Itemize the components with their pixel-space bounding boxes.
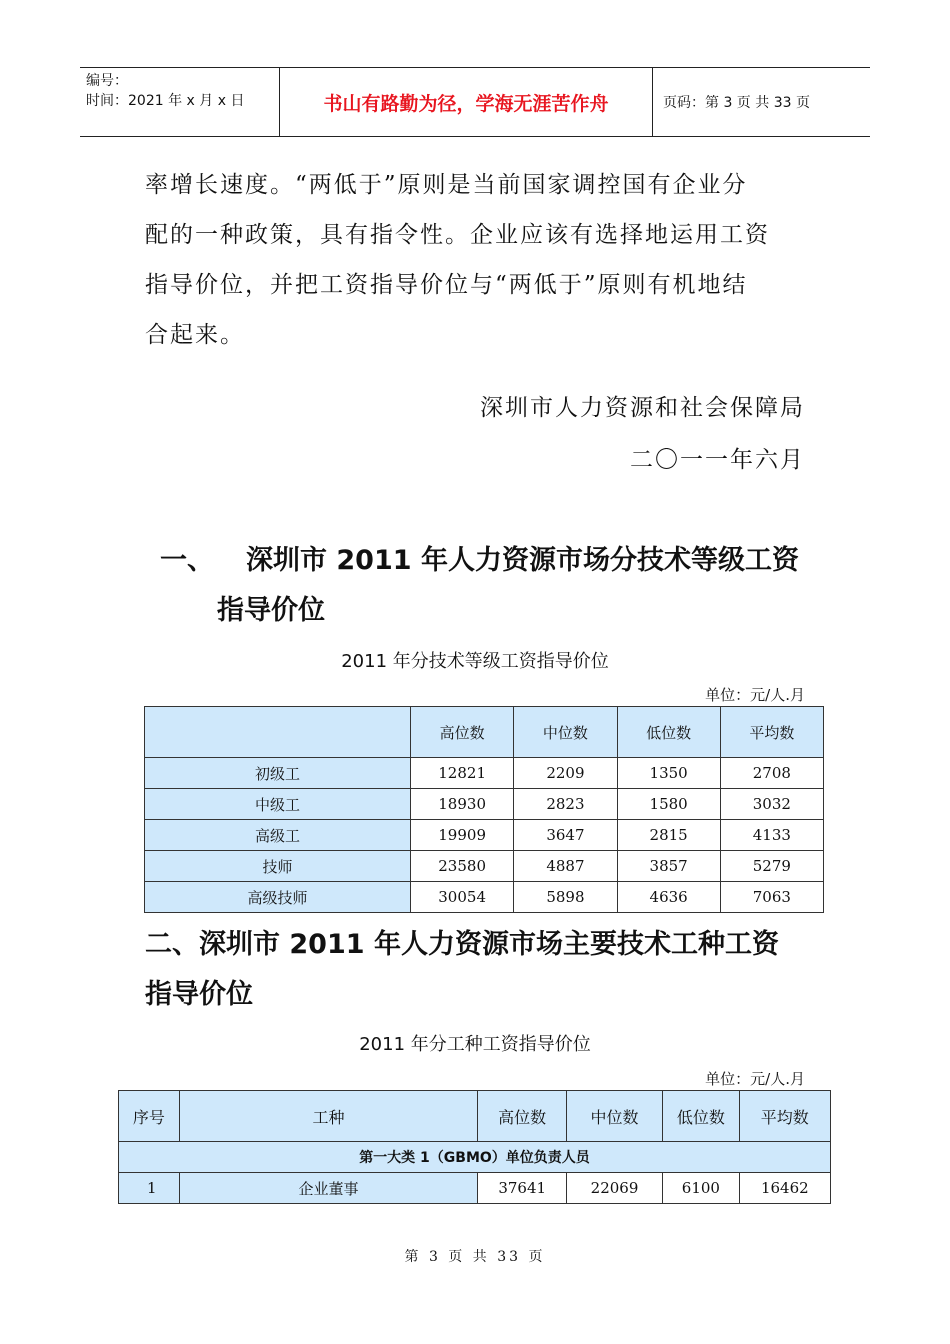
- paragraph-line: 指导价位，并把工资指导价位与“两低于”原则有机地结: [145, 272, 748, 298]
- row-index: 1: [119, 1173, 180, 1204]
- cell-value: 30054: [410, 882, 513, 913]
- cell-value: 23580: [410, 851, 513, 882]
- page-header: [80, 67, 870, 137]
- table1-caption: 2011 年分技术等级工资指导价位: [341, 651, 609, 672]
- section1-number: 一、: [160, 545, 214, 576]
- header-meta: [80, 68, 280, 136]
- paragraph-line: 率增长速度。“两低于”原则是当前国家调控国有企业分: [145, 172, 748, 198]
- paragraph-line: 配的一种政策，具有指令性。企业应该有选择地运用工资: [145, 222, 770, 248]
- row-label: 中级工: [145, 789, 411, 820]
- table-header-cell: 平均数: [720, 707, 823, 758]
- table-header-cell: 高位数: [478, 1091, 566, 1142]
- section2-title-line1: 二、深圳市 2011 年人力资源市场主要技术工种工资: [145, 929, 779, 960]
- category-label: 第一大类 1（GBMO）单位负责人员: [119, 1142, 831, 1173]
- cell-value: 4636: [617, 882, 720, 913]
- table1-unit: 单位：元/人.月: [705, 686, 805, 704]
- section1-title-line1: 深圳市 2011 年人力资源市场分技术等级工资: [246, 545, 799, 576]
- row-label: 技师: [145, 851, 411, 882]
- cell-value: 4133: [720, 820, 823, 851]
- cell-value: 19909: [410, 820, 513, 851]
- cell-value: 2708: [720, 758, 823, 789]
- cell-value: 3857: [617, 851, 720, 882]
- table-header-cell: 序号: [119, 1091, 180, 1142]
- header-time: 时间：2021 年 x 月 x 日: [86, 93, 245, 109]
- table-header-cell: 工种: [179, 1091, 478, 1142]
- table-header-cell: 低位数: [663, 1091, 739, 1142]
- header-page-info: 页码：第 3 页 共 33 页: [663, 95, 810, 111]
- table-header-cell: 高位数: [410, 707, 513, 758]
- row-label: 企业董事: [179, 1173, 478, 1204]
- cell-value: 6100: [663, 1173, 739, 1204]
- signature-org: 深圳市人力资源和社会保障局: [480, 395, 805, 421]
- table2-caption: 2011 年分工种工资指导价位: [359, 1034, 591, 1055]
- cell-value: 2209: [514, 758, 617, 789]
- paragraph-line: 合起来。: [145, 322, 245, 348]
- cell-value: 1580: [617, 789, 720, 820]
- table-header-row: [145, 707, 824, 758]
- cell-value: 16462: [739, 1173, 830, 1204]
- cell-value: 2815: [617, 820, 720, 851]
- cell-value: 22069: [566, 1173, 662, 1204]
- table-header-cell: 中位数: [566, 1091, 662, 1142]
- cell-value: 3032: [720, 789, 823, 820]
- table-row: [145, 882, 824, 913]
- grade-wage-table: [144, 706, 824, 913]
- table-row: [145, 820, 824, 851]
- header-number: 编号：: [86, 73, 128, 89]
- row-label: 高级工: [145, 820, 411, 851]
- table2-unit: 单位：元/人.月: [705, 1070, 805, 1088]
- table-header-cell: 中位数: [514, 707, 617, 758]
- cell-value: 2823: [514, 789, 617, 820]
- cell-value: 1350: [617, 758, 720, 789]
- cell-value: 18930: [410, 789, 513, 820]
- table-row: [145, 789, 824, 820]
- table-header-cell: [145, 707, 411, 758]
- table-header-cell: 平均数: [739, 1091, 830, 1142]
- category-row: [119, 1142, 831, 1173]
- body-paragraph: [145, 160, 805, 360]
- header-motto: 书山有路勤为径，学海无涯苦作舟: [280, 68, 653, 136]
- signature-date: 二〇一一年六月: [630, 447, 805, 473]
- cell-value: 4887: [514, 851, 617, 882]
- cell-value: 7063: [720, 882, 823, 913]
- table-row: [145, 851, 824, 882]
- cell-value: 12821: [410, 758, 513, 789]
- occupation-wage-table: [118, 1090, 831, 1204]
- table-row: [119, 1173, 831, 1204]
- section2-title-line2: 指导价位: [145, 979, 253, 1010]
- page-footer: 第 3 页 共 33 页: [404, 1249, 546, 1265]
- cell-value: 5898: [514, 882, 617, 913]
- table-header-row: [119, 1091, 831, 1142]
- cell-value: 3647: [514, 820, 617, 851]
- cell-value: 5279: [720, 851, 823, 882]
- cell-value: 37641: [478, 1173, 566, 1204]
- section1-title-line2: 指导价位: [217, 595, 325, 626]
- table-row: [145, 758, 824, 789]
- row-label: 高级技师: [145, 882, 411, 913]
- row-label: 初级工: [145, 758, 411, 789]
- table-header-cell: 低位数: [617, 707, 720, 758]
